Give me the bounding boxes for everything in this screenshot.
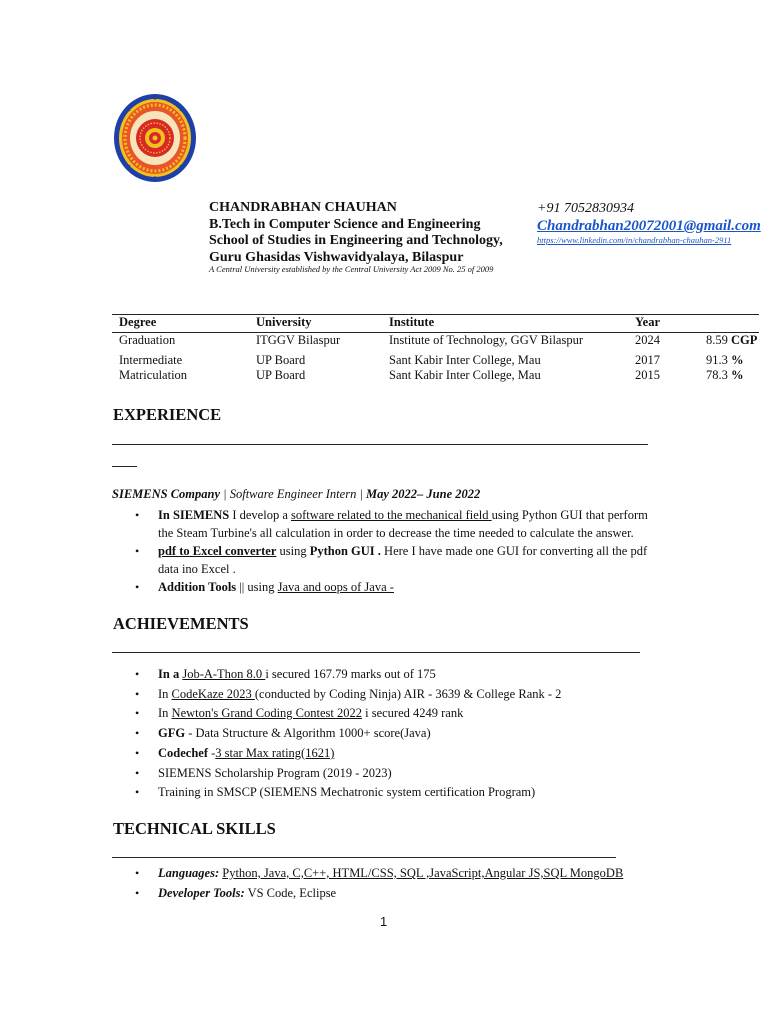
bullet-lead: In SIEMENS [158,508,230,522]
item-text: i secured 4249 rank [361,706,464,721]
item-text: - [208,745,216,760]
score-value: 78.3 [706,368,728,382]
education-header-row [112,315,759,333]
list-item [112,665,672,685]
phone-number: +91 7052830934 [537,201,634,216]
section-divider [112,857,616,858]
achievements-title: ACHIEVEMENTS [113,614,249,633]
table-row [112,368,759,383]
cell-degree: Graduation [119,333,176,347]
table-row [112,352,759,368]
item-bold: Codechef [158,745,208,760]
score-unit: % [731,368,744,382]
university-line: Guru Ghasidas Vishwavidyalaya, Bilaspur [209,249,464,265]
header-block [209,200,503,266]
cell-university: UP Board [256,368,306,382]
skills-list [112,864,672,903]
col-score [699,315,759,333]
item-link[interactable]: CodeKaze 2023 [171,686,255,701]
contact-block [537,200,761,245]
bullet-icon: • [135,785,140,800]
bullet-icon: • [135,544,140,558]
col-year: Year [628,315,699,333]
bullet-icon: • [135,580,140,594]
section-divider-tail [112,466,137,467]
cell-score [699,368,759,383]
experience-heading [112,487,480,502]
list-item [112,764,672,784]
separator: | [356,487,367,501]
item-bold: GFG [158,726,186,741]
skill-label: Developer Tools: [158,885,245,900]
item-text: SIEMENS Scholarship Program (2019 - 2023) [158,765,392,780]
bullet-icon: • [135,706,140,721]
skill-value: VS Code, Eclipse [244,885,337,900]
bullet-icon: • [135,686,140,701]
item-text: (conducted by Coding Ninja) AIR - 3639 & College Rank - 2 [254,686,562,701]
section-divider [112,444,648,445]
university-logo [112,92,198,184]
linkedin-link[interactable]: https://www.linkedin.com/in/chandrabhan-chauhan-2911 [537,235,732,245]
skill-label: Languages: [158,866,220,880]
cell-score [699,333,759,353]
skill-value: Python, Java, C,C++, HTML/CSS, SQL ,JavaScript,Angular JS,SQL MongoDB [222,866,624,880]
item-text: - Data Structure & Algorithm 1000+ score(Java) [185,726,431,741]
cell-university: UP Board [256,353,306,367]
cell-year: 2015 [635,368,660,382]
bullet-text: Here I have made one GUI for converting all the pdf data ino Excel . [158,544,648,576]
job-role: Software Engineer Intern [229,487,357,501]
cell-institute: Sant Kabir Inter College, Mau [389,353,541,367]
score-unit: % [731,353,744,367]
bullet-lead[interactable]: pdf to Excel converter [158,544,277,558]
cell-institute: Institute of Technology, GGV Bilaspur [389,333,584,347]
bullet-text: using [276,544,310,558]
item-link[interactable]: Job-A-Thon 8.0 [182,667,266,681]
list-item [112,542,657,578]
item-text: In [158,706,172,721]
achievements-list [112,665,672,803]
email-link[interactable]: Chandrabhan20072001@gmail.com [537,218,761,234]
experience-title: EXPERIENCE [113,405,222,424]
bullet-text: using Python GUI that perform the Steam Turbine's all calculation in order to decrease the time needed to calculate the answer. [158,508,648,540]
experience-list [112,506,657,596]
bullet-icon: • [135,726,140,741]
bullet-link[interactable]: software related to the mechanical field [291,508,492,522]
company-name: SIEMENS Company [112,487,221,501]
list-item [112,506,657,542]
item-link[interactable]: Newton's Grand Coding Contest 2022 [171,706,362,721]
item-bold: In a [158,667,183,681]
cell-institute: Sant Kabir Inter College, Mau [389,368,541,382]
skills-title: TECHNICAL SKILLS [113,819,276,838]
cell-university: ITGGV Bilaspur [256,333,341,347]
score-unit: CGP [731,333,758,347]
bullet-text: I develop a [229,508,291,522]
bullet-icon: • [135,508,140,522]
item-text: Training in SMSCP (SIEMENS Mechatronic system certification Program) [158,785,536,800]
page-number: 1 [380,914,388,929]
cell-year: 2024 [635,333,660,347]
list-item [112,578,657,596]
score-value: 8.59 [706,333,728,347]
score-value: 91.3 [706,353,728,367]
bullet-icon: • [135,667,140,681]
cell-score [699,352,759,368]
logo-wheel [136,119,174,157]
education-table [112,314,759,383]
cell-degree: Matriculation [119,368,188,382]
cell-degree: Intermediate [119,353,183,367]
school-line: School of Studies in Engineering and Technology, [209,233,503,249]
col-university: University [249,315,382,333]
table-row [112,333,759,353]
candidate-name: CHANDRABHAN CHAUHAN [209,200,397,215]
bullet-icon: • [135,745,140,760]
list-item [112,864,672,884]
item-link[interactable]: 3 star Max rating(1621) [215,745,335,760]
item-text: i secured 167.79 marks out of 175 [265,667,436,681]
list-item [112,884,672,904]
list-item [112,744,672,764]
bullet-icon: • [135,866,140,880]
col-institute: Institute [382,315,628,333]
job-period: May 2022– June 2022 [366,487,481,501]
list-item [112,685,672,705]
bullet-icon: • [135,765,140,780]
bullet-icon: • [135,885,140,900]
list-item [112,783,672,803]
col-degree: Degree [112,315,249,333]
section-divider [112,652,640,653]
bullet-bold: Python GUI . [309,544,381,558]
list-item [112,724,672,744]
bullet-lead: Addition Tools [158,580,237,594]
item-text: In [158,686,172,701]
bullet-link[interactable]: Java and oops of Java - [277,580,394,594]
university-note: A Central University established by the Central University Act 2009 No. 25 of 2009 [209,264,494,274]
degree-line: B.Tech in Computer Science and Engineering [209,216,481,232]
bullet-text: || using [236,580,278,594]
cell-year: 2017 [635,353,660,367]
separator: | [220,487,230,501]
list-item [112,704,672,724]
